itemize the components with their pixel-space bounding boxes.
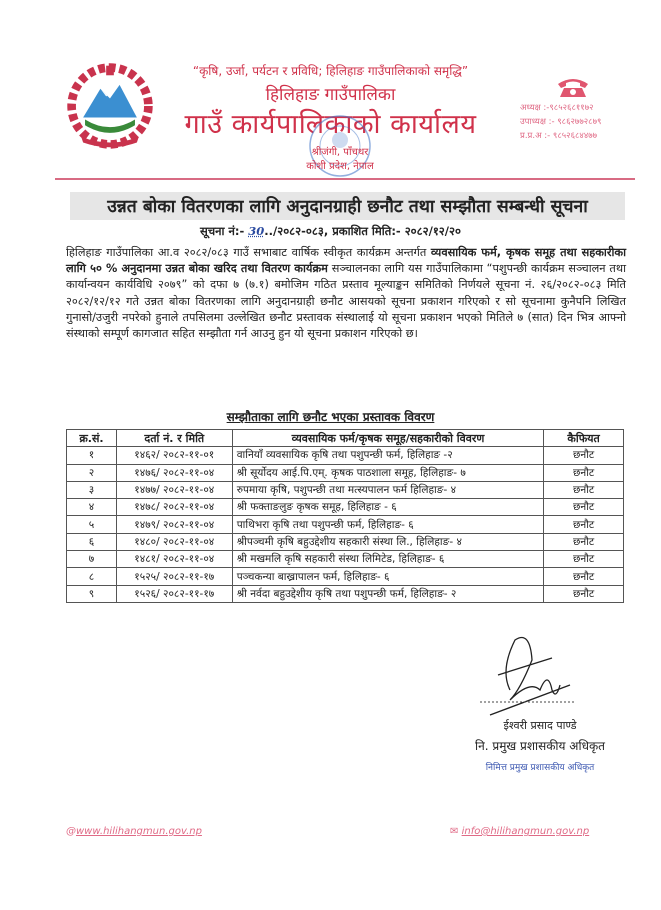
cell-registration: १४७९/ २०८२-११-०४ [116, 516, 232, 533]
table-row [67, 533, 624, 550]
slogan: “कृषि, उर्जा, पर्यटन र प्रविधि; हिलिहाङ गाउँपालिकाको समृद्धि” [192, 64, 469, 78]
notice-body [66, 245, 626, 342]
cell-details: श्रीपञ्चमी कृषि बहुउद्देशीय सहकारी संस्था लि., हिलिहाङ- ४ [232, 533, 544, 550]
notice-number-prefix: सूचना नं:- [200, 224, 245, 238]
table-row [67, 516, 624, 533]
cell-details: वानियाँ व्यवसायिक कृषि तथा पशुपन्छी फर्म, हिलिहाङ -२ [232, 447, 544, 464]
signer-designation: नि. प्रमुख प्रशासकीय अधिकृत [474, 739, 606, 753]
cell-details: रुपमाया कृषि, पशुपन्छी तथा मत्स्यपालन फर्म हिलिहाङ- ४ [232, 481, 544, 498]
cell-details: श्री सूर्योदय आई.पि.एम्. कृषक पाठशाला समूह, हिलिहाङ- ७ [232, 464, 544, 481]
table-row [67, 464, 624, 481]
address-line-1: श्रीजंगी, पाँचथर [311, 147, 369, 158]
email-link[interactable] [450, 826, 589, 837]
cell-registration: १४७८/ २०८२-११-०४ [116, 499, 232, 516]
cell-remarks: छनौट [544, 499, 624, 516]
notice-number-handwritten: 30 [248, 224, 265, 238]
notice-number-line [0, 224, 661, 239]
signer-name: ईश्वरी प्रसाद पाण्डे [503, 719, 577, 732]
cell-registration: १४६२/ २०८२-११-०१ [116, 447, 232, 464]
table-row [67, 447, 624, 464]
cell-remarks: छनौट [544, 516, 624, 533]
cell-serial: १ [67, 447, 117, 464]
table-row [67, 499, 624, 516]
website-text[interactable]: www.hilihangmun.gov.np [76, 826, 202, 837]
cell-remarks: छनौट [544, 447, 624, 464]
cell-serial: ७ [67, 551, 117, 568]
body-part-2: सञ्चालनका लागि यस गाउँपालिकामा “पशुपन्छी कार्यक्रम सञ्चालन तथा कार्यान्वयन कार्यविधि २०७९” को दफा ७ (७.१) बमोजिम गठित प्रस्ताव मूल्याङ्कन समितिको निर्णयले सूचना नं. २६/२०८२-०८३ मिति २०८२/१२/१२ गते उन्नत बोका वितरणका लागि अनुदानग्राही छनौट आसयको सूचना प्रकाशन गरिएको र सो सूचनामा कुनैपनि लिखित गुनासो/उजुरी नपरेको हुनाले तपसिलमा उल्लेखित छनौट प्रस्तावक संस्थालाई यो सूचना प्रकाशन भएको मितिले ७ (सात) दिन भित्र आफ्नो संस्थाको सम्पूर्ण कागजात सहित सम्झौता गर्न आउनु हुन यो सूचना प्रकाशन गरिएको छ। [66, 262, 626, 341]
selected-proposers-table [66, 429, 624, 603]
address-line-2: कोशी प्रदेश, नेपाल [306, 161, 374, 172]
header-divider [55, 178, 635, 180]
cell-registration: १४७६/ २०८२-११-०४ [116, 464, 232, 481]
cell-remarks: छनौट [544, 481, 624, 498]
cell-details: श्री नर्वदा बहुउद्देशीय कृषि तथा पशुपन्छी फर्म, हिलिहाङ- २ [232, 585, 544, 602]
cell-serial: २ [67, 464, 117, 481]
envelope-icon: ✉ [450, 826, 459, 837]
officiating-stamp: निमित्त प्रमुख प्रशासकीय अधिकृत [485, 763, 595, 773]
contact-vice-chairperson: उपाध्यक्ष :- ९८६२७७२८७९ [520, 117, 602, 127]
header-details: व्यवसायिक फर्म/कृषक समूह/सहकारीको विवरण [232, 430, 544, 447]
cell-details: श्री मखमलि कृषि सहकारी संस्था लिमिटेड, हिलिहाङ- ६ [232, 551, 544, 568]
office-name: गाउँ कार्यपालिकाको कार्यालय [184, 109, 477, 140]
website-link[interactable] [66, 826, 202, 837]
cell-registration: १४७७/ २०८२-११-०४ [116, 481, 232, 498]
contact-cao: प्र.प्र.अ :- ९८५२६८४४७७ [520, 131, 598, 141]
contact-list [520, 101, 601, 143]
cell-remarks: छनौट [544, 533, 624, 550]
header-registration: दर्ता नं. र मिति [116, 430, 232, 447]
cell-registration: १४८०/ २०८२-११-०४ [116, 533, 232, 550]
cell-registration: १५२५/ २०८२-११-१७ [116, 568, 232, 585]
cell-serial: ५ [67, 516, 117, 533]
cell-serial: ८ [67, 568, 117, 585]
table-title: सम्झौताका लागि छनौट भएका प्रस्तावक विवरण [226, 410, 435, 424]
cell-remarks: छनौट [544, 585, 624, 602]
table-row [67, 585, 624, 602]
cell-details: पाथिभरा कृषि तथा पशुपन्छी फर्म, हिलिहाङ- ६ [232, 516, 544, 533]
cell-registration: १५२६/ २०८२-११-१७ [116, 585, 232, 602]
contact-chairperson: अध्यक्ष :-९८५२६८११७२ [520, 103, 594, 113]
table-header-row [67, 430, 624, 447]
header-serial: क्र.सं. [67, 430, 117, 447]
signature-icon [470, 630, 580, 722]
body-part-1: हिलिहाङ गाउँपालिका आ.व २०८२/०८३ गाउँ सभाबाट वार्षिक स्वीकृत कार्यक्रम अन्तर्गत [66, 246, 431, 259]
cell-serial: ९ [67, 585, 117, 602]
table-row [67, 551, 624, 568]
cell-details: श्री फक्ताङलुङ कृषक समूह, हिलिहाङ - ६ [232, 499, 544, 516]
at-globe-icon: @ [66, 826, 76, 837]
header-remarks: कैफियत [544, 430, 624, 447]
cell-remarks: छनौट [544, 568, 624, 585]
email-text[interactable]: info@hilihangmun.gov.np [461, 826, 590, 837]
notice-title: उन्नत बोका वितरणका लागि अनुदानग्राही छनौट तथा सम्झौता सम्बन्धी सूचना [107, 197, 588, 217]
municipality-name: हिलिहाङ गाउँपालिका [265, 85, 396, 105]
body-part-bold: व्यवसायिक फर्म, कृषक समूह तथा सहकारीका लागि ५० % अनुदानमा उन्नत बोका खरिद तथा वितरण कार्यक्रम [66, 246, 626, 276]
cell-registration: १४८१/ २०८२-११-०४ [116, 551, 232, 568]
table-row [67, 481, 624, 498]
cell-remarks: छनौट [544, 551, 624, 568]
cell-remarks: छनौट [544, 464, 624, 481]
cell-serial: ६ [67, 533, 117, 550]
cell-details: पञ्चकन्या बाख्रापालन फर्म, हिलिहाङ- ६ [232, 568, 544, 585]
notice-number-suffix: ../२०८२-०८३, प्रकाशित मिति:- २०८२/१२/२० [264, 224, 461, 238]
telephone-icon [556, 76, 590, 98]
cell-serial: ४ [67, 499, 117, 516]
table-row [67, 568, 624, 585]
cell-serial: ३ [67, 481, 117, 498]
